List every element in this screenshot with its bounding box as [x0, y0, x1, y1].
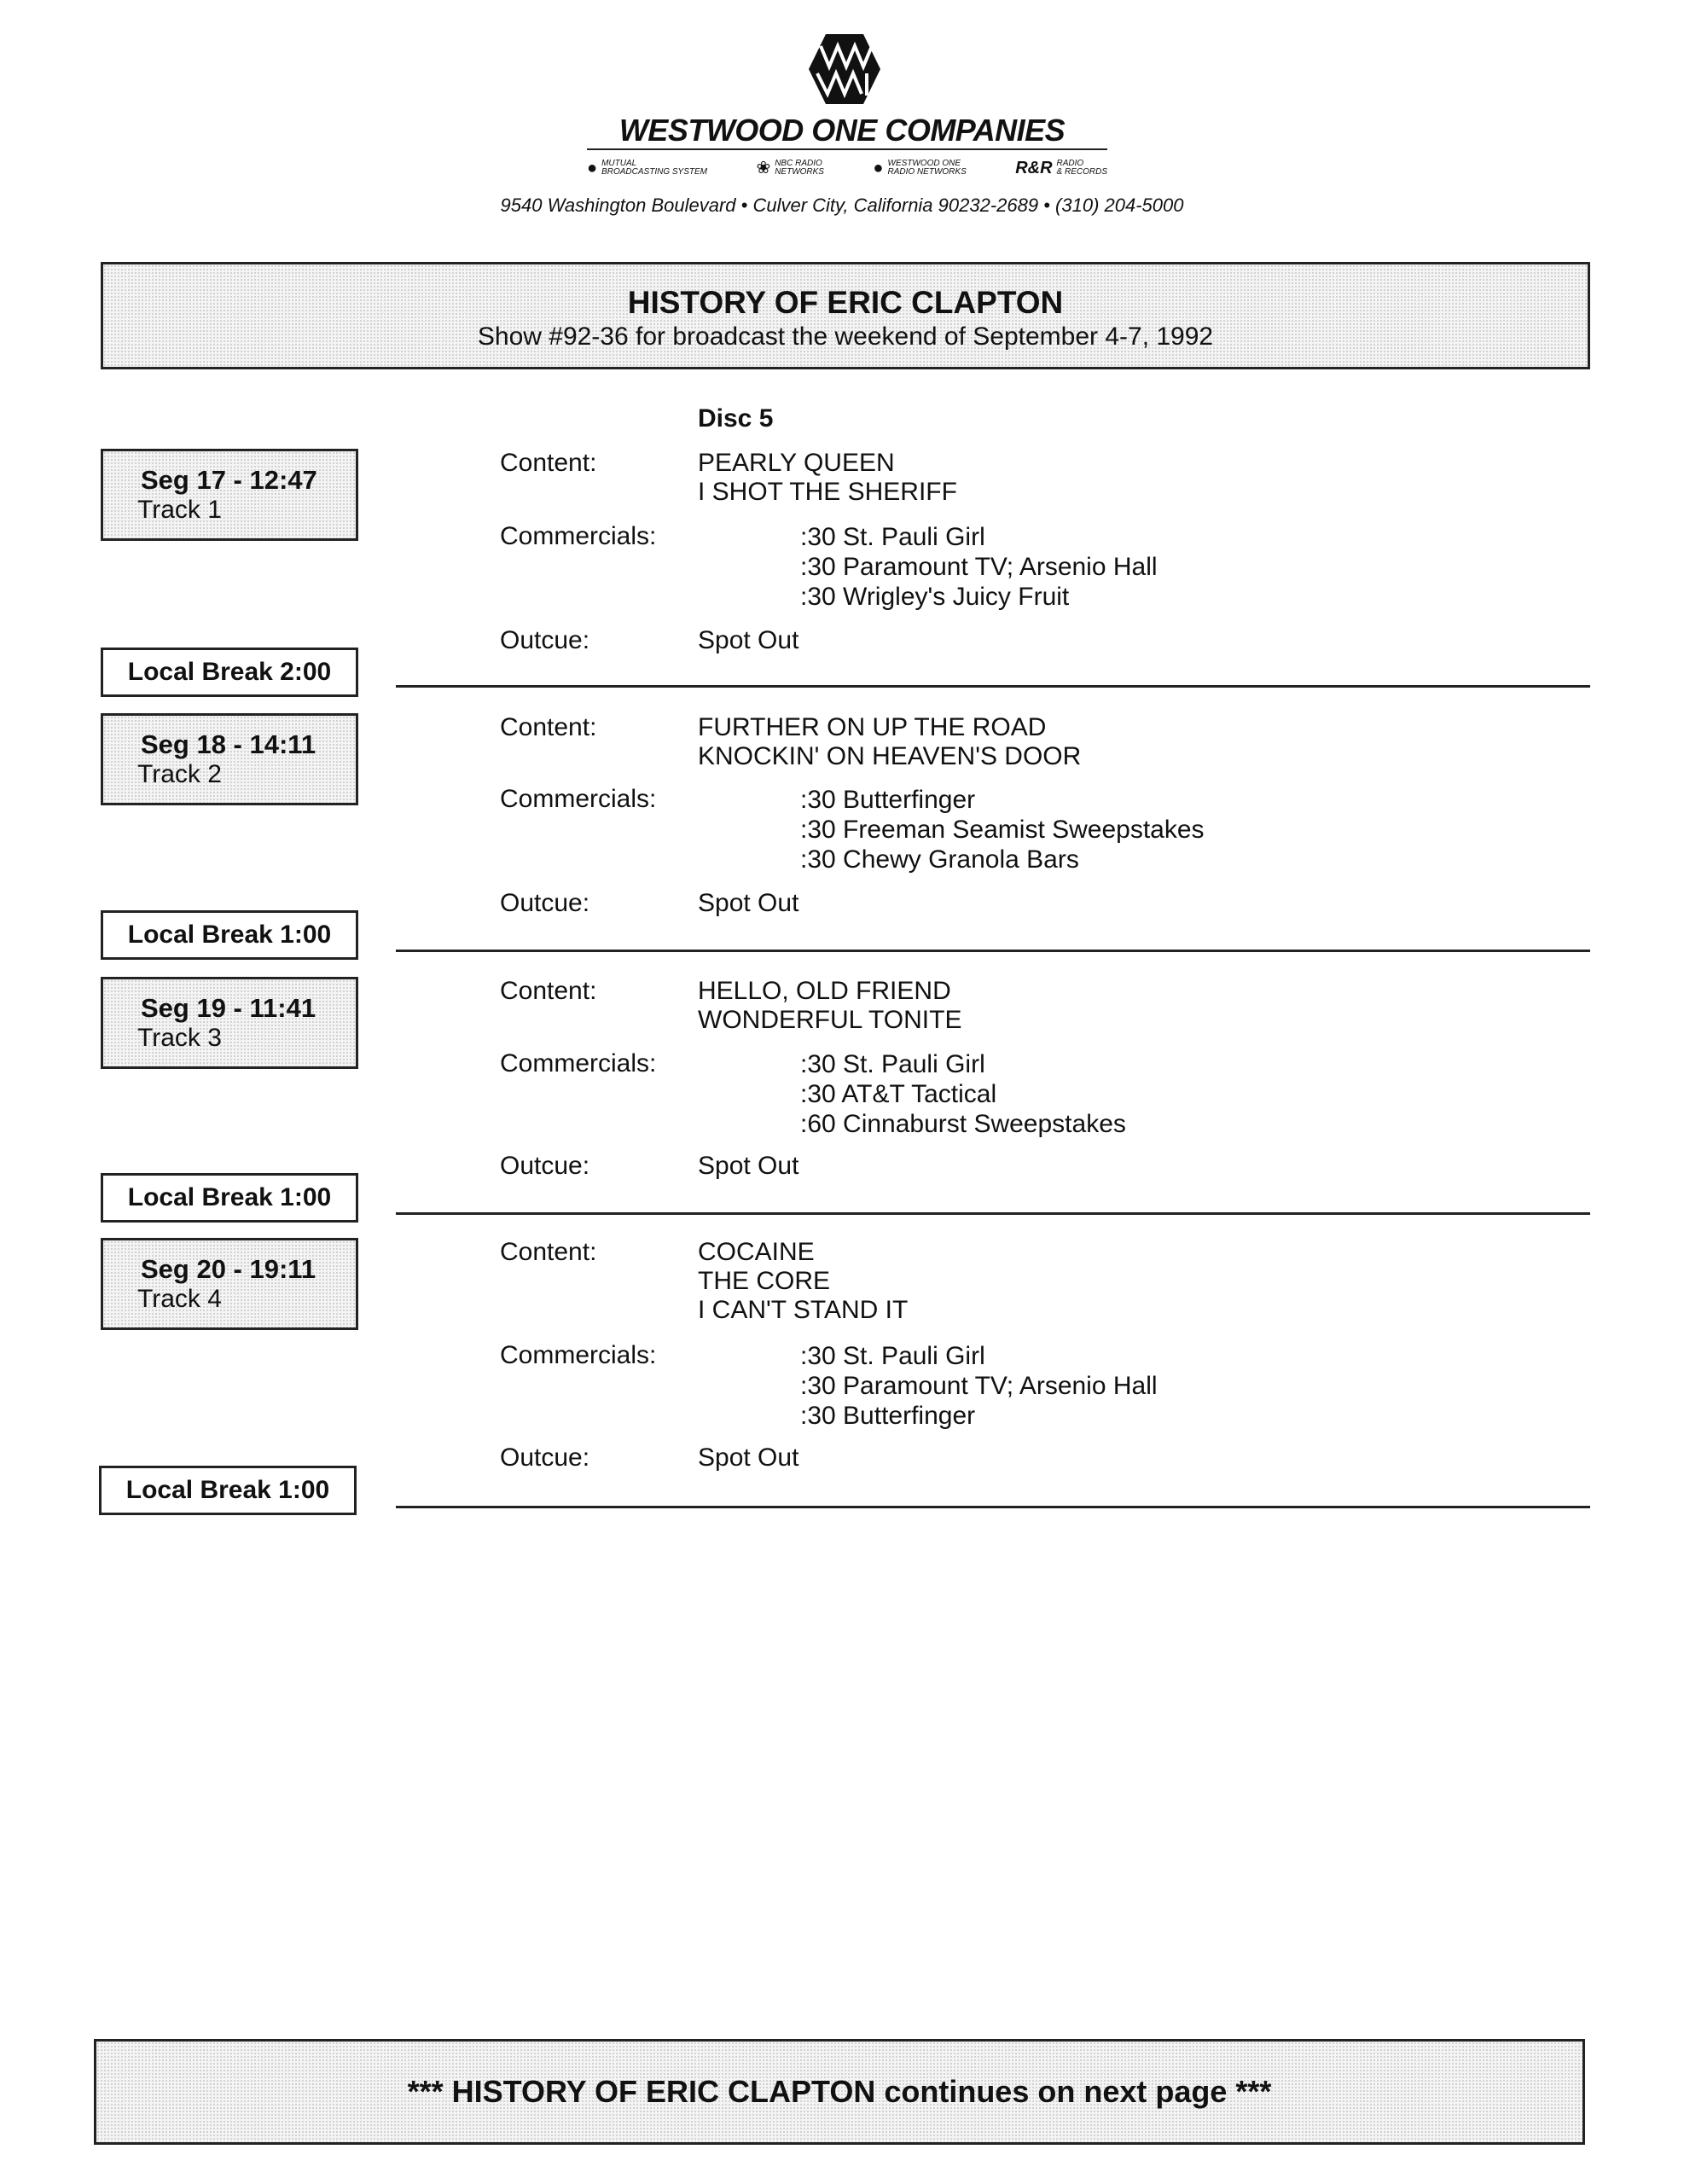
commercials-label: Commercials: [500, 785, 657, 813]
content-list [698, 977, 961, 1035]
r-and-r-logo-icon: R&R [1015, 159, 1053, 177]
commercial-item: :30 Paramount TV; Arsenio Hall [800, 1372, 1158, 1400]
segment-box [101, 713, 358, 805]
content-item: WONDERFUL TONITE [698, 1006, 962, 1034]
content-item: KNOCKIN' ON HEAVEN'S DOOR [698, 742, 1082, 770]
outcue-value: Spot Out [698, 1152, 799, 1180]
outcue-label: Outcue: [500, 1152, 590, 1180]
local-break-box: Local Break 1:00 [99, 1466, 357, 1515]
continuation-text: *** HISTORY OF ERIC CLAPTON continues on next page *** [407, 2074, 1272, 2109]
westwood-one-logo-icon [809, 34, 880, 104]
commercials-list [800, 1049, 1126, 1139]
westwood-one-small-logo-icon: ● [873, 159, 884, 177]
content-item: I CAN'T STAND IT [698, 1296, 909, 1324]
affiliate-r-and-r: R&R RADIO & RECORDS [1015, 159, 1107, 177]
company-address: 9540 Washington Boulevard • Culver City, California 90232-2689 • (310) 204-5000 [500, 195, 1184, 216]
commercials-label: Commercials: [500, 522, 657, 550]
affiliate-nbc: ❀ NBC RADIO NETWORKS [756, 159, 824, 177]
commercial-item: :60 Cinnaburst Sweepstakes [800, 1110, 1126, 1138]
segment-track: Track 1 [137, 496, 222, 524]
segment-title: Seg 18 - 14:11 [141, 729, 316, 759]
content-item: FURTHER ON UP THE ROAD [698, 713, 1047, 741]
commercials-list [800, 785, 1205, 874]
commercial-item: :30 Butterfinger [800, 1402, 976, 1430]
segment-track: Track 4 [137, 1285, 222, 1313]
commercial-item: :30 St. Pauli Girl [800, 1050, 985, 1078]
content-list [698, 1238, 908, 1325]
local-break-box: Local Break 1:00 [101, 910, 358, 960]
commercial-item: :30 AT&T Tactical [800, 1080, 997, 1108]
content-label: Content: [500, 713, 597, 741]
segment-box [101, 977, 358, 1069]
affiliate-westwood-one: ● WESTWOOD ONE RADIO NETWORKS [873, 159, 967, 177]
content-item: HELLO, OLD FRIEND [698, 977, 951, 1005]
content-item: COCAINE [698, 1238, 815, 1266]
content-label: Content: [500, 449, 597, 477]
commercial-item: :30 Chewy Granola Bars [800, 845, 1079, 874]
content-list [698, 713, 1081, 771]
commercial-item: :30 Freeman Seamist Sweepstakes [800, 816, 1205, 844]
outcue-label: Outcue: [500, 1443, 590, 1472]
show-subtitle: Show #92-36 for broadcast the weekend of September 4-7, 1992 [477, 322, 1214, 351]
section-divider [396, 1212, 1590, 1215]
show-title: HISTORY OF ERIC CLAPTON [627, 285, 1064, 320]
outcue-value: Spot Out [698, 626, 799, 654]
outcue-value: Spot Out [698, 1443, 799, 1472]
show-title-box [101, 262, 1590, 369]
content-label: Content: [500, 977, 597, 1005]
section-divider [396, 1506, 1590, 1508]
content-item: PEARLY QUEEN [698, 449, 895, 477]
commercial-item: :30 St. Pauli Girl [800, 523, 985, 551]
content-item: I SHOT THE SHERIFF [698, 478, 957, 506]
outcue-label: Outcue: [500, 626, 590, 654]
commercial-item: :30 Wrigley's Juicy Fruit [800, 583, 1070, 611]
content-list [698, 449, 957, 507]
nbc-peacock-icon: ❀ [756, 159, 771, 177]
section-divider [396, 950, 1590, 952]
commercials-list [800, 522, 1158, 612]
local-break-box: Local Break 1:00 [101, 1173, 358, 1223]
commercial-item: :30 Butterfinger [800, 786, 976, 814]
disc-label: Disc 5 [698, 404, 774, 433]
content-item: THE CORE [698, 1267, 831, 1295]
segment-box [101, 1238, 358, 1330]
commercial-item: :30 Paramount TV; Arsenio Hall [800, 553, 1158, 581]
content-label: Content: [500, 1238, 597, 1266]
segment-box [101, 449, 358, 541]
outcue-value: Spot Out [698, 889, 799, 917]
outcue-label: Outcue: [500, 889, 590, 917]
section-divider [396, 685, 1590, 688]
segment-track: Track 2 [137, 760, 222, 788]
continuation-box [94, 2039, 1585, 2145]
affiliate-logos [587, 155, 1107, 181]
segment-title: Seg 19 - 11:41 [141, 993, 316, 1023]
commercial-item: :30 St. Pauli Girl [800, 1342, 985, 1370]
segment-title: Seg 17 - 12:47 [141, 465, 317, 495]
commercials-label: Commercials: [500, 1049, 657, 1077]
company-name: WESTWOOD ONE COMPANIES [618, 113, 1066, 148]
header-divider [587, 148, 1107, 150]
local-break-box: Local Break 2:00 [101, 648, 358, 697]
affiliate-mutual: ● MUTUAL BROADCASTING SYSTEM [587, 159, 707, 177]
commercials-list [800, 1341, 1158, 1431]
segment-track: Track 3 [137, 1024, 222, 1052]
mutual-logo-icon: ● [587, 159, 598, 177]
commercials-label: Commercials: [500, 1341, 657, 1369]
segment-title: Seg 20 - 19:11 [141, 1254, 316, 1284]
